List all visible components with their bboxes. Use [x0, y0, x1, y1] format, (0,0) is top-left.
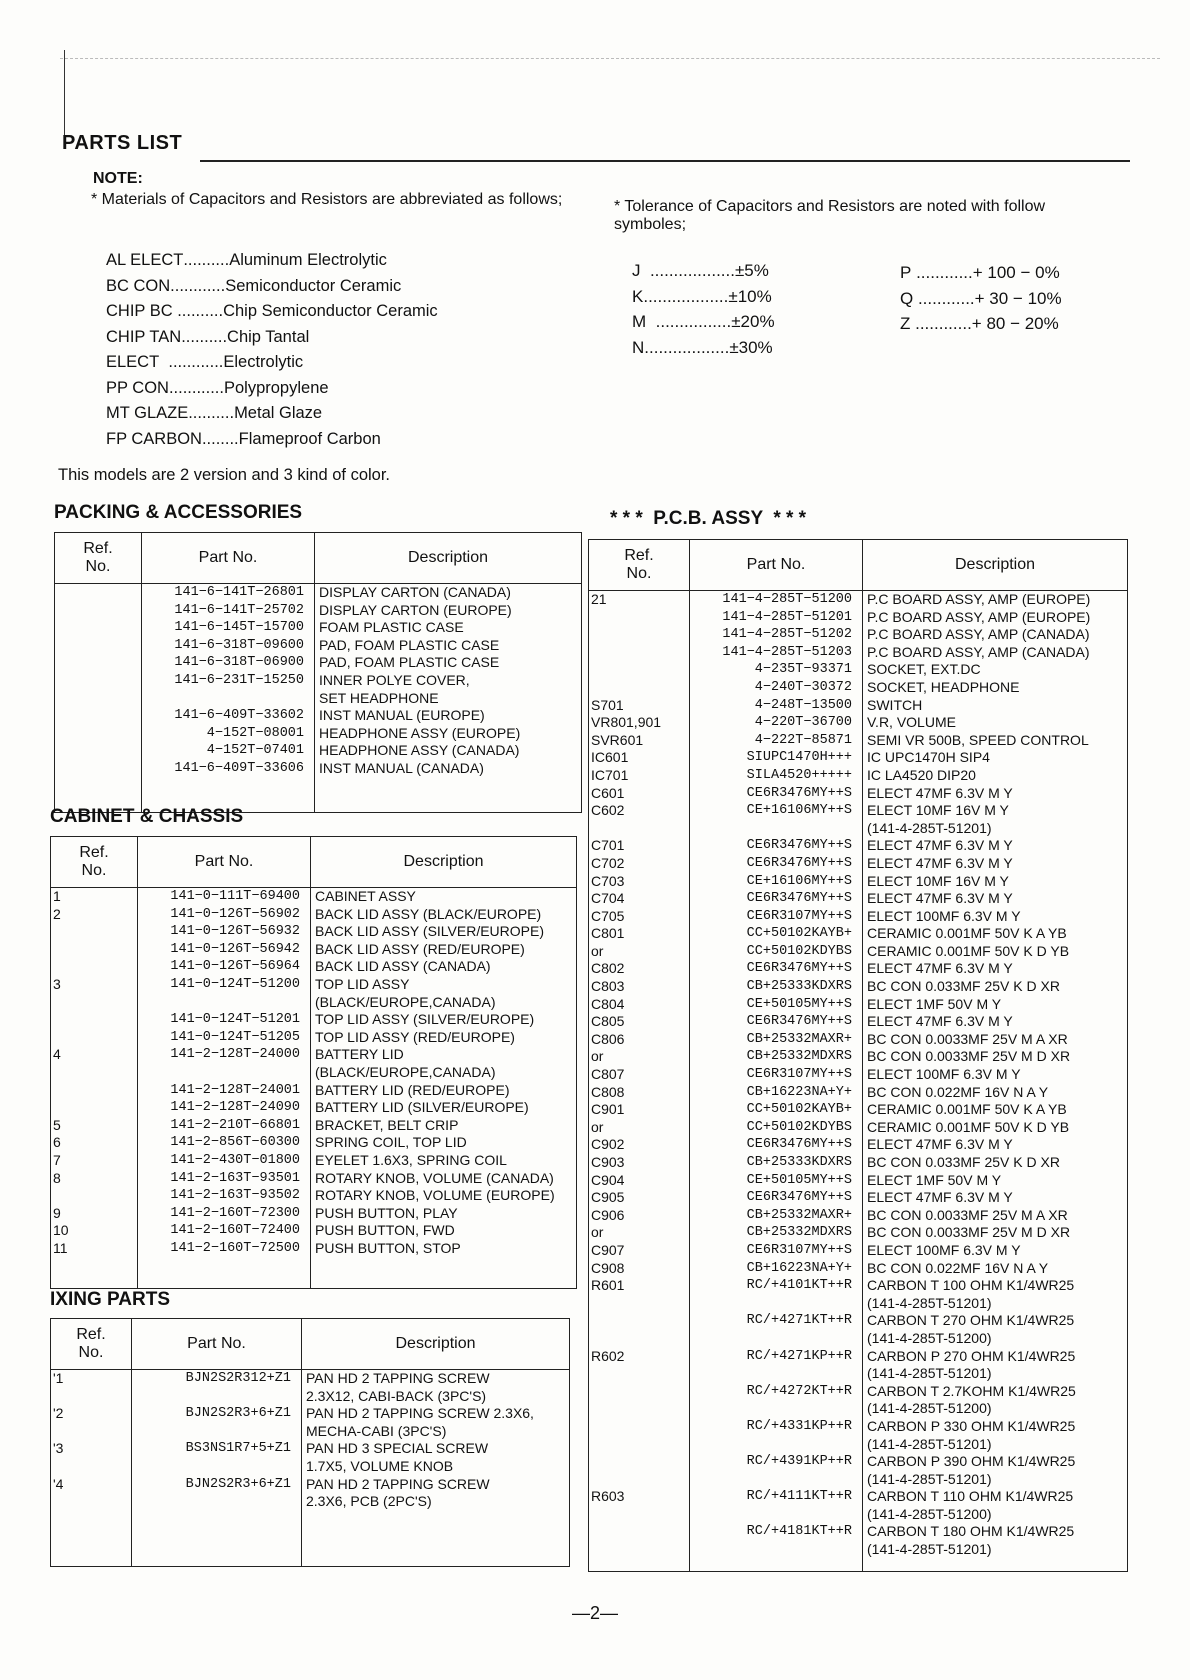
abbr-meaning: Chip Semiconductor Ceramic — [223, 302, 438, 320]
abbr-meaning: Electrolytic — [223, 353, 304, 371]
part-header: Part No. — [690, 540, 863, 591]
ref-column: 21 S701 VR801,901 SVR601 IC601 IC701 C601 C602 C701 C702 C703 C704 C705 C801 or C802 C803 C804 C805 C806 or C807 C808 C901 or C902 C903 C904 C905 C906 or C907 C908 R601 R602 R603 — [589, 591, 690, 1572]
page-number: —2— — [571, 1603, 618, 1623]
abbr-dots: .......... — [181, 327, 228, 346]
abbr-meaning: Chip Tantal — [227, 327, 310, 346]
tolL-dots: .................. — [643, 286, 729, 306]
title-rule — [200, 160, 1130, 162]
part-header: Part No. — [142, 533, 315, 584]
abbr-row — [106, 248, 438, 274]
abbr-code: ELECT — [106, 353, 160, 371]
abbr-dots: ............ — [159, 353, 224, 371]
part-number-column: 141−6−141T−26801 141−6−141T−25702 141−6−145T−15700 141−6−318T−09600 141−6−318T−06900 141−6−231T−15250 141−6−409T−33602 4−152T−08001 4−152T−07401 141−6−409T−33606 — [142, 584, 315, 813]
abbr-row — [106, 401, 438, 427]
abbr-row — [106, 427, 438, 453]
packing-section-title: PACKING & ACCESSORIES — [54, 502, 303, 523]
desc-header: Description — [302, 1319, 570, 1370]
materials-note: * Materials of Capacitors and Resistors are abbreviated as follows; — [91, 191, 563, 208]
tolL-sym: M — [632, 312, 647, 331]
tolL-val: ±20% — [731, 312, 775, 331]
tolR-sym: Z — [900, 314, 911, 333]
tolL-sym: J — [632, 261, 641, 280]
abbr-code: CHIP BC — [106, 302, 173, 320]
abbr-meaning: Metal Glaze — [234, 404, 323, 422]
note-heading: NOTE: — [93, 170, 143, 187]
tolL-row — [632, 284, 775, 310]
tolL-dots: .................. — [640, 261, 735, 280]
desc-header: Description — [863, 540, 1128, 591]
tolerance-list-left — [632, 258, 775, 360]
description-column: CABINET ASSY BACK LID ASSY (BLACK/EUROPE) BACK LID ASSY (SILVER/EUROPE) BACK LID ASSY (RED/EUROPE) BACK LID ASSY (CANADA) TOP LID ASSY (BLACK/EUROPE,CANADA) TOP LID ASSY (SILVER/EUROPE) TOP LID ASSY (RED/EUROPE) BATTERY LID (BLACK/EUROPE,CANADA) BATTERY LID (RED/EUROPE) BATTERY LID (SILVER/EUROPE) BRACKET, BELT CRIP SPRING COIL, TOP LID EYELET 1.6X3, SPRING COIL ROTARY KNOB, VOLUME (CANADA) ROTARY KNOB, VOLUME (EUROPE) PUSH BUTTON, PLAY PUSH BUTTON, FWD PUSH BUTTON, STOP — [311, 888, 577, 1289]
part-number-column: 141−4−285T−51200 141−4−285T−51201 141−4−285T−51202 141−4−285T−51203 4−235T−93371 4−240T−30372 4−248T−13500 4−220T−36700 4−222T−85871 SIUPC1470H+++ SILA4520+++++ CE6R3476MY++S CE+16106MY++S CE6R3476MY++S CE6R3476MY++S CE+16106MY++S CE6R3476MY++S CE6R3107MY++S CC+50102KAYB+ CC+50102KDYBS CE6R3476MY++S CB+25333KDXRS CE+50105MY++S CE6R3476MY++S CB+25332MAXR+ CB+25332MDXRS CE6R3107MY++S CB+16223NA+Y+ CC+50102KAYB+ CC+50102KDYBS CE6R3476MY++S CB+25333KDXRS CE+50105MY++S CE6R3476MY++S CB+25332MAXR+ CB+25332MDXRS CE6R3107MY++S CB+16223NA+Y+ RC/+4101KT++R RC/+4271KT++R RC/+4271KP++R RC/+4272KT++R RC/+4331KP++R RC/+4391KP++R RC/+4111KT++R RC/+4181KT++R — [690, 591, 863, 1572]
packing-table — [54, 532, 582, 813]
tolL-row — [632, 309, 775, 335]
abbr-dots: .......... — [188, 404, 235, 422]
pcb-section-title: * * * P.C.B. ASSY * * * — [610, 508, 807, 529]
tolR-row — [900, 286, 1062, 312]
tolL-sym: K — [632, 286, 644, 306]
tolR-dots: ............ — [913, 288, 975, 308]
cabinet-section-title: CABINET & CHASSIS — [50, 806, 244, 827]
abbr-dots: ............ — [170, 276, 226, 295]
description-column: P.C BOARD ASSY, AMP (EUROPE) P.C BOARD ASSY, AMP (EUROPE) P.C BOARD ASSY, AMP (CANADA) P.C BOARD ASSY, AMP (CANADA) SOCKET, EXT.DC SOCKET, HEADPHONE SWITCH V.R, VOLUME SEMI VR 500B, SPEED CONTROL IC UPC1470H SIP4 IC LA4520 DIP20 ELECT 47MF 6.3V M Y ELECT 10MF 16V M Y (141-4-285T-51201) ELECT 47MF 6.3V M Y ELECT 47MF 6.3V M Y ELECT 10MF 16V M Y ELECT 47MF 6.3V M Y ELECT 100MF 6.3V M Y CERAMIC 0.001MF 50V K A YB CERAMIC 0.001MF 50V K D YB ELECT 47MF 6.3V M Y BC CON 0.033MF 25V K D XR ELECT 1MF 50V M Y ELECT 47MF 6.3V M Y BC CON 0.0033MF 25V M A XR BC CON 0.0033MF 25V M D XR ELECT 100MF 6.3V M Y BC CON 0.022MF 16V N A Y CERAMIC 0.001MF 50V K A YB CERAMIC 0.001MF 50V K D YB ELECT 47MF 6.3V M Y BC CON 0.033MF 25V K D XR ELECT 1MF 50V M Y ELECT 47MF 6.3V M Y BC CON 0.0033MF 25V M A XR BC CON 0.0033MF 25V M D XR ELECT 100MF 6.3V M Y BC CON 0.022MF 16V N A Y CARBON T 100 OHM K1/4WR25 (141-4-285T-51201) CARBON T 270 OHM K1/4WR25 (141-4-285T-51200) CARBON P 270 OHM K1/4WR25 (141-4-285T-51201) CARBON T 2.7KOHM K1/4WR25 (141-4-285T-51200) CARBON P 330 OHM K1/4WR25 (141-4-285T-51201) CARBON P 390 OHM K1/4WR25 (141-4-285T-51201) CARBON T 110 OHM K1/4WR25 (141-4-285T-51200) CARBON T 180 OHM K1/4WR25 (141-4-285T-51201) — [863, 591, 1128, 1572]
desc-header: Description — [315, 533, 582, 584]
fixing-table — [50, 1318, 570, 1567]
tolL-dots: .................. — [644, 337, 730, 357]
abbr-code: PP CON — [106, 378, 169, 397]
abbr-code: AL ELECT — [106, 251, 184, 269]
abbr-meaning: Flameproof Carbon — [238, 429, 381, 448]
tolR-val: + 30 − 10% — [974, 288, 1062, 308]
tolL-dots: ................ — [646, 312, 732, 331]
tolL-val: ±10% — [728, 286, 772, 306]
pcb-table — [588, 539, 1128, 1572]
part-number-column: BJN2S2R312+Z1 BJN2S2R3+6+Z1 BS3NS1R7+5+Z1 BJN2S2R3+6+Z1 — [132, 1370, 302, 1567]
ref-column: '1 '2 '3 '4 — [51, 1370, 132, 1567]
tolR-val: + 80 − 20% — [971, 314, 1059, 333]
ref-header: Ref. No. — [55, 533, 142, 584]
tolR-row — [900, 260, 1062, 286]
abbr-meaning: Semiconductor Ceramic — [225, 276, 402, 295]
abbr-row — [106, 325, 438, 351]
part-number-column: 141−0−111T−69400 141−0−126T−56902 141−0−126T−56932 141−0−126T−56942 141−0−126T−56964 141−0−124T−51200 141−0−124T−51201 141−0−124T−51205 141−2−128T−24000 141−2−128T−24001 141−2−128T−24090 141−2−210T−66801 141−2−856T−60300 141−2−430T−01800 141−2−163T−93501 141−2−163T−93502 141−2−160T−72300 141−2−160T−72400 141−2−160T−72500 — [138, 888, 311, 1289]
tolR-sym: Q — [900, 288, 914, 308]
ref-column — [55, 584, 142, 813]
description-column: DISPLAY CARTON (CANADA) DISPLAY CARTON (EUROPE) FOAM PLASTIC CASE PAD, FOAM PLASTIC CASE PAD, FOAM PLASTIC CASE INNER POLYE COVER, SET HEADPHONE INST MANUAL (EUROPE) HEADPHONE ASSY (EUROPE) HEADPHONE ASSY (CANADA) INST MANUAL (CANADA) — [315, 584, 582, 813]
tolR-sym: P — [900, 263, 912, 282]
ref-column: 1 2 3 4 5 6 7 8 9 10 11 — [51, 888, 138, 1289]
ref-header: Ref. No. — [589, 540, 690, 591]
abbr-dots: ............ — [168, 378, 224, 397]
abbr-dots: .......... — [172, 302, 224, 320]
tolerance-list-right — [900, 260, 1062, 337]
tolL-row — [632, 258, 775, 284]
page-title: PARTS LIST — [62, 132, 183, 154]
abbr-dots: ........ — [201, 429, 239, 448]
abbr-code: FP CARBON — [106, 429, 202, 448]
abbr-code: BC CON — [106, 276, 171, 295]
abbr-meaning: Aluminum Electrolytic — [229, 251, 387, 269]
abbr-dots: .......... — [183, 251, 230, 269]
version-note: This models are 2 version and 3 kind of color. — [58, 466, 391, 484]
ref-header: Ref. No. — [51, 1319, 132, 1370]
tolR-dots: ............ — [911, 263, 973, 282]
tolR-row — [900, 311, 1062, 337]
fixing-section-title: IXING PARTS — [50, 1289, 170, 1310]
abbr-row — [106, 299, 438, 325]
part-header: Part No. — [138, 837, 311, 888]
tolL-row — [632, 335, 775, 361]
abbreviation-list — [106, 248, 438, 452]
desc-header: Description — [311, 837, 577, 888]
tolerance-note: * Tolerance of Capacitors and Resistors are noted with follow symboles; — [614, 198, 1046, 233]
tolR-val: + 100 − 0% — [972, 263, 1060, 282]
tolL-sym: N — [632, 337, 645, 357]
left-margin-line — [64, 50, 65, 140]
abbr-row — [106, 350, 438, 376]
ref-header: Ref. No. — [51, 837, 138, 888]
description-column: PAN HD 2 TAPPING SCREW 2.3X12, CABI-BACK (3PC'S) PAN HD 2 TAPPING SCREW 2.3X6, MECHA-CABI (3PC'S) PAN HD 3 SPECIAL SCREW 1.7X5, VOLUME KNOB PAN HD 2 TAPPING SCREW 2.3X6, PCB (2PC'S) — [302, 1370, 570, 1567]
part-header: Part No. — [132, 1319, 302, 1370]
abbr-row — [106, 274, 438, 300]
top-scan-line — [60, 58, 1160, 59]
tolL-val: ±30% — [729, 337, 773, 357]
abbr-code: MT GLAZE — [106, 404, 189, 422]
tolL-val: ±5% — [734, 261, 769, 280]
abbr-meaning: Polypropylene — [223, 378, 329, 397]
tolR-dots: ............ — [910, 314, 972, 333]
abbr-row — [106, 376, 438, 402]
abbr-code: CHIP TAN — [106, 327, 182, 346]
cabinet-table — [50, 836, 577, 1289]
